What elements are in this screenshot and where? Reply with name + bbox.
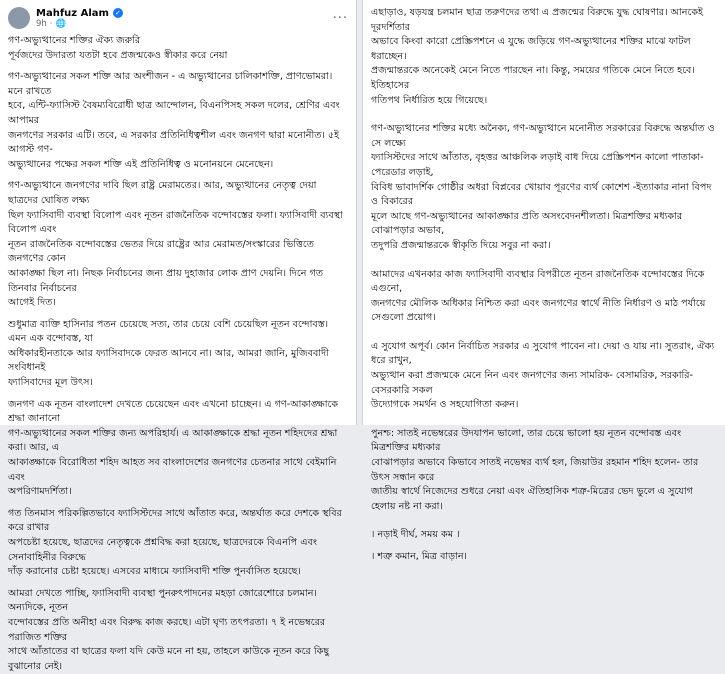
- text-line: বিবিধ ভাবাদর্শিক গোষ্ঠীর অধরা বিপ্লবের খোয়াব পূরণের ব্যর্থ কোশেশ -ইত্যাকার নানা বিপদ ও বিকারের: [371, 181, 712, 208]
- text-line: গণ-অভ্যুত্থানের সকল শক্তির জন্য অপরিহার্য। এ আকাঙ্ক্ষাকে শ্রদ্ধা নূতন শহিদদের শ্রদ্ধা করা। আর, এ: [8, 427, 338, 454]
- paragraph-1: [8, 70, 348, 172]
- post-body-right: [371, 6, 715, 565]
- text-line: বন্দোবস্তের প্রতি অনীহা এবং বিরুদ্ধ কাজ করছে। এটা ঘৃণ্য তৎপরতা। ৭ ই নভেম্বরের পরাজিত শক্তির: [8, 616, 326, 643]
- text-line: আমরা দেখতে পাচ্ছি, ফ্যাসিবাদী ব্যবস্থা পুনরুৎপাদনের মহড়া জোরেশোরে চলমান। অন্যদিকে, নূতন: [8, 587, 317, 614]
- text-line: ফ্যাসিবাদের মূল উৎস।: [8, 377, 93, 389]
- text-line: অপচেষ্টা হয়েছে, ছাত্রদের নেতৃত্বকে প্রশ্নবিদ্ধ করা হয়েছে, ছাত্রদেরকে বিএনপি এবং সেনাবাহিনীর বিরুদ্ধে: [8, 537, 317, 563]
- text-line: ছিল ফ্যাসিবাদী ব্যবস্থা বিলোপ এবং নূতন রাজনৈতিক বন্দোবস্তের ফলা। ফ্যাসিবাদী ব্যবস্থা বিলোপ এবং: [8, 209, 343, 236]
- text-line: গত তিনমাস পরিকল্পিতভাবে ফ্যাসিস্টদের সাথে আঁতাত করে, অন্তর্ঘাত করে দেশকে স্থবির করে রাখার: [8, 507, 342, 534]
- text-line: জাতীয় স্বার্থে নিজেদের শুধরে নেয়া এবং ঐতিহাসিক শত্রু-মিত্রের ভেদ ভুলে এ সুযোগ হেলায় নষ্ট না করা।: [371, 486, 693, 512]
- post-body-left: [8, 34, 348, 674]
- separator-dot: ·: [49, 18, 53, 29]
- text-line: গতিপথ নির্ধারিত হয়ে গিয়েছে।: [371, 94, 488, 106]
- post-header: [8, 4, 348, 32]
- text-line: গণ-অভ্যুত্থানের সকল শক্তি আর অংশীজন - এ অভ্যুত্থানের চালিকাশক্তি, প্রাণভোমরা। মনে রাখতে: [8, 71, 333, 97]
- text-line: অভ্যুত্থানের পক্ষের সকল শক্তি এই প্রতিনিধিত্ব ও মনোনয়নে মেনেছেন।: [8, 158, 274, 170]
- text-line: গণ-অভ্যুত্থানে জনগণের দাবি ছিল রাষ্ট্র মেরামতের। আর, অভ্যুত্থানের নেতৃত্ব দেয়া ছাত্রদের ঘোষিত লক্ষ্য: [8, 180, 317, 206]
- paragraph-r4: [371, 340, 715, 413]
- paragraph-r1: [371, 6, 715, 108]
- paragraph-4: [8, 398, 348, 500]
- author-name[interactable]: Mahfuz Alam: [36, 7, 109, 19]
- signature-line-1: । নড়াই দীর্ঘ, সময় কম ।: [371, 529, 460, 541]
- paragraph-2: [8, 179, 348, 310]
- text-line: প্রজন্মান্তরকে অনেকেই মেনে নিতে পারছেন না। কিন্তু, সময়ের গতিকে মেনে নিতে হবে। ইতিহাসের: [371, 65, 695, 91]
- text-line: বোঝাপড়ার অভাবে কিভাবে সাতই নভেম্বর ব্যর্থ হল, জিয়াউর রহমান শহিদ হলেন- তার উৎস সন্ধান করে: [371, 457, 699, 483]
- text-line: মূলে আছে গণ-অভ্যুত্থানের আকাঙ্ক্ষার প্রতি অসংবেদনশীলতা। মিত্রশক্তির মধ্যকার বোঝাপড়ার অভাব,: [371, 210, 683, 237]
- text-line: ফ্যাসিস্টদের সাথে আঁতাত, বৃহত্তর আঞ্চলিক লড়াই বাধ দিয়ে প্রেস্ক্রিপশন কালো পাতাকা-পেরেডার লড়াই,: [371, 152, 704, 178]
- heading-line-2: পূর্বজদের উদারতা যতটা হবে প্রজন্মকেও স্বীকার করে নেয়া: [8, 49, 228, 61]
- paragraph-r5: [371, 427, 715, 515]
- left-post-panel: [0, 0, 357, 672]
- paragraph-5: [8, 507, 348, 580]
- text-line: পুনশ্চ: সাতই নভেম্বরের উদযাপন ভালো, তার চেয়ে ভালো হয় নূতন বন্দোবস্ত এবং মিত্রশক্তির মধ্যকার: [371, 427, 682, 454]
- text-line: গণ-অভ্যুত্থানের শক্তির মধ্যে অনৈক্য, গণ-অভ্যুত্থানে মনোনীত সরকারের বিরুদ্ধে অন্তর্ঘাত ও সে লক্ষ্যে: [371, 123, 715, 149]
- post-time[interactable]: 9h: [36, 18, 47, 29]
- text-line: সাথে আঁতাতের বা ছাত্রের ফলা যদি কেউ মনে না হয়, তাহলে কাউকে নূতন করে কিছু বুঝানোর নেই।: [8, 646, 330, 672]
- text-line: অপরিণামদর্শিতা।: [8, 486, 72, 498]
- text-line: আগেই দিত।: [8, 297, 56, 309]
- more-options-icon[interactable]: ···: [332, 10, 348, 26]
- text-line: জনগণের মৌলিক অধিকার নিশ্চিত করা এবং জনগণের স্বার্থে নীতি নির্ধারণ ও মাঠ পর্যায়ে সেগুলো প্রয়োগ।: [371, 297, 706, 324]
- text-line: আকাঙ্ক্ষাকে বিরোধিতা শহিদ আহত সব বাংলাদেশের জনগণের চেতনার সাথে বেইমানি এবং: [8, 457, 337, 483]
- text-line: শুধুমাত্র ব্যক্তি হাসিনার পতন চেয়েছে সত্য, তার চেয়ে বেশি চেয়েছিল নূতন বন্দোবস্ত। এমন এক বন্দোবস্ত, যা: [8, 318, 329, 345]
- text-line: আকাঙ্ক্ষা ছিল না। নিছক নির্বাচনের জন্য প্রায় দুহাজার লোক প্রাণ দেয়নি। দিনে গত তিনবার নির্বাচনের: [8, 267, 324, 294]
- text-line: অধিকারহীনতাকে আর ফ্যাসিবাদকে ফেরত আনবে না। আর, আমরা জানি, মুজিববাদী সংবিধানই: [8, 347, 329, 374]
- post-meta: [36, 19, 123, 29]
- text-line: জনগণ এক নূতন বাংলাদেশ দেখতে চেয়েছেন এবং এখনো চাচ্ছেন। এ গণ-আকাঙ্ক্ষাকে শ্রদ্ধা জানানো: [8, 398, 339, 425]
- text-line: জনগণের সরকার এটি। তবে, এ সরকার প্রতিনিধিত্বশীল এবং জনগণ দ্বারা মনোনীত। ৫ই আগস্ট গণ-: [8, 129, 340, 156]
- text-line: হবে, এন্টি-ফ্যাসিস্ট বৈষম্যবিরোধী ছাত্র আন্দোলন, বিএনপিসহ সকল দলের, শ্রেণির এবং আপামর: [8, 100, 340, 126]
- heading-line-1: গণ-অভ্যুত্থানের শক্তির ঐক্য জরুরি: [8, 35, 141, 46]
- paragraph-3: [8, 318, 348, 391]
- text-line: তদুপরি প্রজন্মান্তরকে স্বীকৃতি দিয়ে সবুর না করা।: [371, 239, 551, 251]
- paragraph-r3: [371, 268, 715, 326]
- paragraph-6: [8, 587, 348, 674]
- verified-badge-icon: ✓: [113, 8, 123, 18]
- text-line: এছাড়াও, ষড়যন্ত্র চলমান ছাত্র তরুণদের তথা এ প্রজন্মের বিরুদ্ধে যুদ্ধ ঘোষণার। আনকেই দূরদর্শিতার: [371, 7, 704, 33]
- paragraph-r2: [371, 122, 715, 253]
- globe-icon: 🌐: [55, 18, 67, 29]
- text-line: আমাদের এখনকার কাজ ফ্যাসিবাদী ব্যবস্থার বিপরীতে নূতন রাজনৈতিক বন্দোবস্তের দিকে এগুনো,: [371, 268, 705, 295]
- signature-line-2: । শত্রু কমান, মিত্র বাড়ান।: [371, 551, 467, 562]
- text-line: অভ্যুত্থান করা প্রজন্মকে মেনে নিন এবং জনগণের জন্য সামরিক- বেসামরিক, সরকারি- বেসরকারি সকল: [371, 370, 694, 396]
- text-line: এ সুযোগ অপূর্ব। কোন নির্বাচিত সরকার এ সুযোগ পাবেন না। দেয়া ও যায় না। সুতরাং, ঐক্য ধরে রাখুন,: [371, 340, 715, 367]
- avatar[interactable]: [8, 7, 30, 29]
- text-line: দাঁড় করানোর চেষ্টা হয়েছে। এসবের মাধ্যমে ফ্যাসিবাদী শক্তি পুনর্বাসিত হয়েছে।: [8, 566, 301, 578]
- text-line: উদ্যোগকে সমর্থন ও সহযোগিতা করুন।: [371, 399, 519, 411]
- author-block: [36, 8, 123, 29]
- right-post-panel: [362, 0, 725, 562]
- text-line: নূতন রাজনৈতিক বন্দোবস্তের ভেতর দিয়ে রাষ্ট্রের আর মেরামত/সংস্কারের ভিত্তিতে জনগণের কোন: [8, 238, 314, 265]
- text-line: অভাবে কিংবা কারো প্রেস্ক্রিপশনে এ যুদ্ধে জড়িয়ে গণ-অভ্যুত্থানের শক্তির মাঝে ফাটল ধরাচ্ছেন।: [371, 36, 691, 62]
